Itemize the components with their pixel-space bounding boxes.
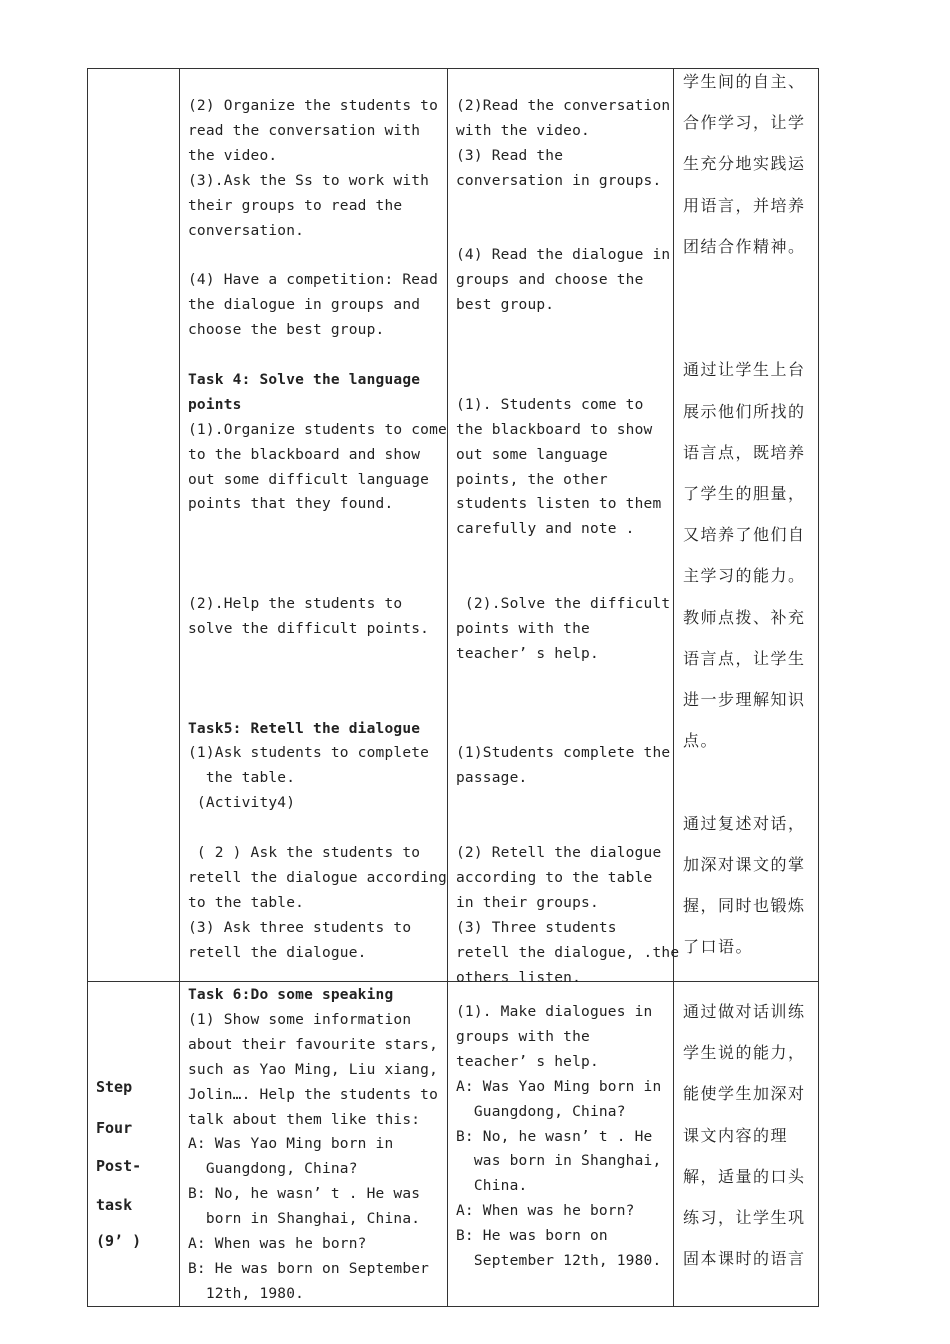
text-line: retell the dialogue.	[188, 944, 367, 961]
column-divider-1	[179, 68, 180, 1307]
text-line: B: He was born on September	[188, 1260, 430, 1277]
text-line: (1)Ask students to complete	[188, 745, 430, 762]
text-line: A: When was he born?	[456, 1203, 635, 1220]
text-line: 了学生的胆量，	[683, 484, 806, 503]
text-line: 能使学生加深对	[683, 1084, 806, 1104]
text-line: points with the	[456, 620, 590, 637]
text-line: (2).Help the students to	[188, 596, 403, 612]
text-line: to the table.	[188, 894, 305, 911]
text-line: Task 6:Do some speaking	[188, 987, 394, 1003]
text-line: 教师点拨、补充	[683, 607, 806, 627]
text-line: (3) Read the	[456, 147, 564, 164]
text-line: 通过让学生上台	[683, 360, 806, 380]
text-line: Task5: Retell the dialogue	[188, 720, 421, 737]
text-line: 语言点，让学生	[683, 648, 806, 668]
text-line: Guangdong, China?	[456, 1103, 626, 1120]
text-line: (3).Ask the Ss to work with	[188, 172, 430, 189]
text-line: 点。	[683, 731, 719, 751]
text-line: 语言点，既培养	[683, 442, 806, 462]
text-line: with the video.	[456, 122, 590, 139]
table-right-border	[818, 68, 819, 1307]
text-line: 课文内容的理	[683, 1125, 789, 1145]
step-label-line: Step	[96, 1078, 133, 1096]
text-line: 练习，让学生巩	[683, 1208, 806, 1227]
text-line: (1) Show some information	[188, 1011, 412, 1028]
text-line: teacher’ s help.	[456, 1053, 599, 1070]
text-line: out some language	[456, 446, 608, 463]
text-line: to the blackboard and show	[188, 446, 421, 463]
text-line: B: No, he wasn’ t . He	[456, 1128, 653, 1145]
column-divider-3	[673, 68, 674, 1307]
text-line: out some difficult language	[188, 471, 430, 488]
text-line: retell the dialogue, .the	[456, 944, 680, 961]
text-line: retell the dialogue according	[188, 869, 447, 886]
text-line: Task 4: Solve the language	[188, 371, 421, 388]
text-line: conversation in groups.	[456, 172, 662, 189]
text-line: (1)Students complete the	[456, 745, 671, 762]
text-line: groups and choose the	[456, 272, 644, 289]
column-divider-2	[447, 68, 448, 1307]
text-line: China.	[456, 1178, 528, 1195]
text-line: ( 2 ) Ask the students to	[188, 845, 421, 861]
text-line: (2).Solve the difficult	[456, 596, 671, 612]
text-line: 固本课时的语言	[683, 1249, 806, 1269]
text-line: September 12th, 1980.	[456, 1253, 662, 1269]
text-line: 学生间的自主、	[683, 72, 806, 91]
table-bottom-border	[87, 1306, 819, 1307]
text-line: their groups to read the	[188, 197, 403, 214]
text-line: solve the difficult points.	[188, 620, 430, 637]
text-line: 进一步理解知识	[683, 690, 806, 709]
text-line: A: When was he born?	[188, 1236, 367, 1252]
text-line: Jolin…. Help the students to	[188, 1086, 439, 1103]
text-line: best group.	[456, 297, 555, 314]
text-line: (3) Ask three students to	[188, 919, 412, 936]
text-line: the dialogue in groups and	[188, 297, 421, 314]
text-line: (Activity4)	[188, 795, 296, 812]
text-line: the table.	[188, 770, 296, 787]
text-line: born in Shanghai, China.	[188, 1211, 421, 1228]
text-line: read the conversation with	[188, 122, 421, 139]
text-line: carefully and note .	[456, 521, 635, 538]
text-line: 通过做对话训练	[683, 1002, 806, 1021]
text-line: 12th, 1980.	[188, 1285, 305, 1302]
text-line: B: He was born on	[456, 1228, 608, 1245]
text-line: (1). Students come to	[456, 396, 644, 413]
text-line: the video.	[188, 147, 278, 164]
text-line: 展示他们所找的	[683, 401, 806, 421]
step-label-line: Post-	[96, 1157, 142, 1175]
text-line: points that they found.	[188, 496, 394, 513]
text-line: (2) Retell the dialogue	[456, 845, 662, 861]
text-line: (2)Read the conversation	[456, 98, 671, 114]
text-line: (3) Three students	[456, 919, 617, 936]
step-label-line: task	[96, 1196, 133, 1214]
text-line: B: No, he wasn’ t . He was	[188, 1186, 421, 1203]
text-line: 用语言，并培养	[683, 195, 806, 215]
text-line: 学生说的能力，	[683, 1043, 806, 1063]
text-line: according to the table	[456, 869, 653, 886]
text-line: the blackboard to show	[456, 421, 653, 438]
step-label-line: (9’ )	[96, 1232, 142, 1250]
text-line: 解，适量的口头	[683, 1166, 806, 1186]
text-line: 了口语。	[683, 937, 754, 957]
text-line: (1).Organize students to come	[188, 421, 447, 438]
table-top-border	[87, 68, 819, 69]
table-left-border	[87, 68, 88, 1307]
text-line: conversation.	[188, 222, 305, 239]
text-line: (1). Make dialogues in	[456, 1004, 653, 1020]
text-line: 合作学习，让学	[683, 113, 806, 133]
text-line: (4) Read the dialogue in	[456, 247, 671, 264]
text-line: A: Was Yao Ming born in	[188, 1136, 394, 1153]
text-line: 生充分地实践运	[683, 154, 806, 174]
text-line: was born in Shanghai,	[456, 1153, 662, 1170]
text-line: points, the other	[456, 471, 608, 488]
text-line: A: Was Yao Ming born in	[456, 1078, 662, 1095]
text-line: 通过复述对话，	[683, 813, 806, 833]
text-line: 团结合作精神。	[683, 236, 806, 256]
text-line: passage.	[456, 770, 528, 787]
text-line: others listen.	[456, 969, 582, 986]
text-line: 加深对课文的掌	[683, 854, 806, 874]
text-line: teacher’ s help.	[456, 645, 599, 662]
text-line: about their favourite stars,	[188, 1036, 439, 1053]
text-line: Guangdong, China?	[188, 1161, 358, 1178]
text-line: talk about them like this:	[188, 1111, 421, 1128]
text-line: choose the best group.	[188, 322, 385, 339]
text-line: (4) Have a competition: Read	[188, 272, 439, 289]
text-line: in their groups.	[456, 894, 599, 911]
text-line: 主学习的能力。	[683, 566, 806, 586]
text-line: such as Yao Ming, Liu xiang,	[188, 1061, 439, 1078]
text-line: 握，同时也锻炼	[683, 896, 806, 915]
text-line: groups with the	[456, 1028, 590, 1045]
text-line: 又培养了他们自	[683, 525, 806, 545]
text-line: (2) Organize the students to	[188, 98, 439, 114]
text-line: points	[188, 396, 242, 413]
text-line: students listen to them	[456, 496, 662, 513]
step-label-line: Four	[96, 1119, 133, 1137]
row-divider	[87, 981, 819, 982]
